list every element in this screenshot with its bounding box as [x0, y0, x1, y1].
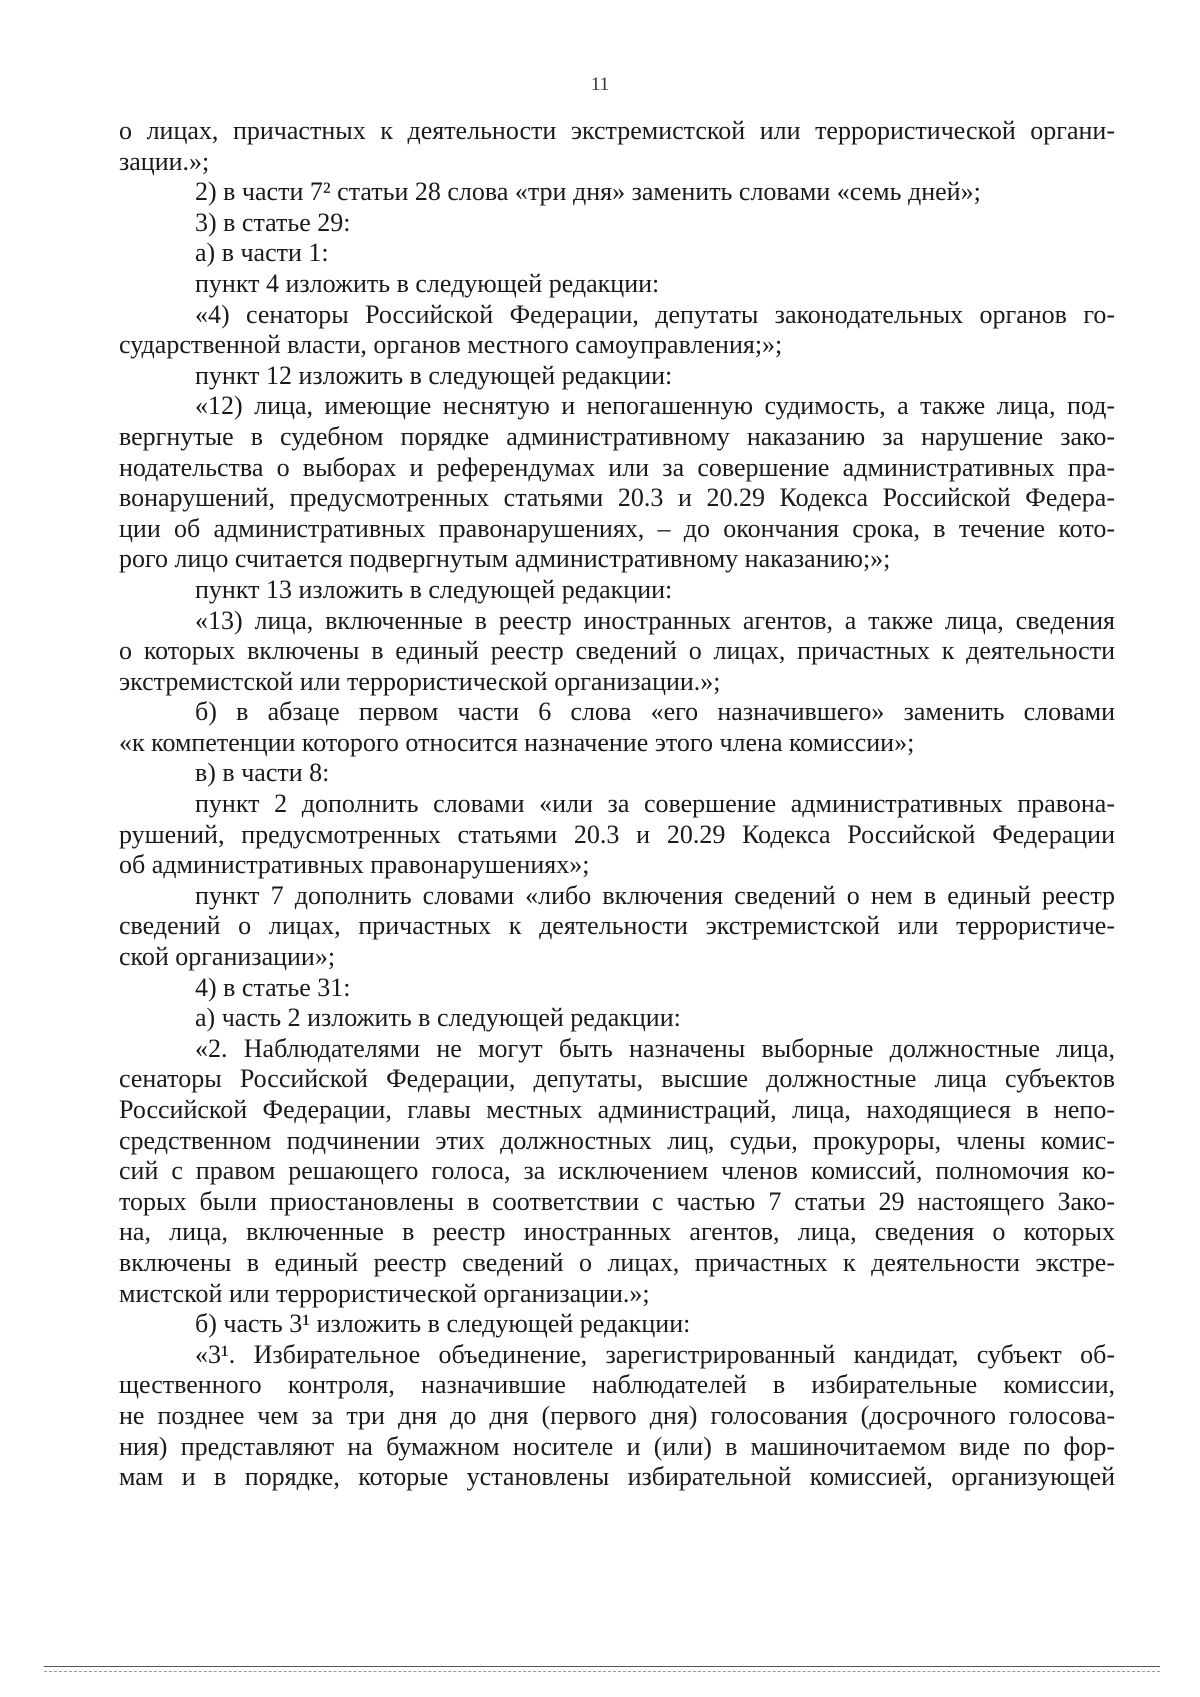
text-line: сударственной власти, органов местного самоуправления;»; [119, 330, 783, 360]
text-line: пункт 12 изложить в следующей редакции: [195, 360, 673, 390]
text-line: не позднее чем за три дня до дня (первого дня) голосования (досрочного голосова- [119, 1400, 1115, 1430]
text-line: мистской или террористической организации.»; [119, 1278, 650, 1308]
text-line: мам и в порядке, которые установлены избирательной комиссией, организующей [119, 1462, 1115, 1492]
paragraph [119, 789, 1115, 881]
text-line: «4) сенаторы Российской Федерации, депутаты законодательных органов го- [195, 299, 1115, 329]
text-line: 4) в статье 31: [195, 972, 351, 1002]
text-line: зации.»; [119, 146, 210, 176]
text-line: о которых включены в единый реестр сведений о лицах, причастных к деятельности [119, 636, 1115, 666]
text-line: вонарушений, предусмотренных статьями 20.3 и 20.29 Кодекса Российской Федера- [119, 483, 1115, 513]
paragraph [119, 1003, 1115, 1034]
paragraph [119, 575, 1115, 606]
text-line: «13) лица, включенные в реестр иностранных агентов, а также лица, сведения [195, 605, 1115, 635]
text-line: а) часть 2 изложить в следующей редакции: [195, 1003, 681, 1033]
text-line: «3¹. Избирательное объединение, зарегистрированный кандидат, субъект об- [195, 1339, 1115, 1369]
paragraph [119, 973, 1115, 1004]
text-line: вергнутые в судебном порядке административному наказанию за нарушение зако- [119, 421, 1115, 451]
text-line: пункт 2 дополнить словами «или за совершение административных правона- [195, 789, 1115, 819]
text-line: «12) лица, имеющие неснятую и непогашенную судимость, а также лица, под- [195, 391, 1115, 421]
scan-edge-line [44, 1666, 1160, 1667]
paragraph [119, 697, 1115, 758]
text-line: 2) в части 7² статьи 28 слова «три дня» заменить словами «семь дней»; [195, 177, 981, 207]
text-line: пункт 7 дополнить словами «либо включения сведений о нем в единый реестр [195, 880, 1115, 910]
text-line: сведений о лицах, причастных к деятельности экстремистской или террористиче- [119, 911, 1115, 941]
paragraph [119, 208, 1115, 239]
text-line: щественного контроля, назначившие наблюдателей в избирательные комиссии, [119, 1370, 1115, 1400]
text-line: сенаторы Российской Федерации, депутаты, высшие должностные лица субъектов [119, 1064, 1115, 1094]
text-line: торых были приостановлены в соответствии с частью 7 статьи 29 настоящего Зако- [119, 1186, 1115, 1216]
text-line: в) в части 8: [195, 758, 330, 788]
text-line: б) часть 3¹ изложить в следующей редакции: [195, 1309, 691, 1339]
text-line: средственном подчинении этих должностных лиц, судьи, прокуроры, члены комис- [119, 1125, 1115, 1155]
text-line: включены в единый реестр сведений о лицах, причастных к деятельности экстре- [119, 1247, 1115, 1277]
text-line: ской организации»; [119, 942, 336, 972]
text-line: ции об административных правонарушениях, – до окончания срока, в течение кото- [119, 513, 1115, 543]
paragraph [119, 391, 1115, 575]
paragraph [119, 238, 1115, 269]
paragraph [119, 116, 1115, 177]
text-line: «2. Наблюдателями не могут быть назначены выборные должностные лица, [195, 1033, 1115, 1063]
text-line: пункт 4 изложить в следующей редакции: [195, 268, 660, 298]
paragraph [119, 361, 1115, 392]
paragraph [119, 1309, 1115, 1340]
paragraph [119, 1034, 1115, 1309]
text-line: рого лицо считается подвергнутым административному наказанию;»; [119, 544, 891, 574]
paragraph [119, 758, 1115, 789]
page-number: 11 [590, 74, 610, 95]
paragraph [119, 177, 1115, 208]
paragraph [119, 300, 1115, 361]
text-line: об административных правонарушениях»; [119, 850, 590, 880]
text-line: нодательства о выборах и референдумах или за совершение административных пра- [119, 452, 1115, 482]
paragraph [119, 1340, 1115, 1493]
paragraph [119, 881, 1115, 973]
paragraph [119, 606, 1115, 698]
scan-edge-line-dashed [44, 1671, 1160, 1672]
text-line: ния) представляют на бумажном носителе и (или) в машиночитаемом виде по фор- [119, 1431, 1115, 1461]
text-line: рушений, предусмотренных статьями 20.3 и 20.29 Кодекса Российской Федерации [119, 819, 1115, 849]
text-line: а) в части 1: [195, 238, 329, 268]
document-body [119, 116, 1115, 1493]
paragraph [119, 269, 1115, 300]
text-line: 3) в статье 29: [195, 207, 351, 237]
text-line: на, лица, включенные в реестр иностранных агентов, лица, сведения о которых [119, 1217, 1115, 1247]
text-line: сий с правом решающего голоса, за исключением членов комиссий, полномочия ко- [119, 1156, 1115, 1186]
text-line: пункт 13 изложить в следующей редакции: [195, 574, 673, 604]
text-line: б) в абзаце первом части 6 слова «его назначившего» заменить словами [195, 697, 1115, 727]
text-line: Российской Федерации, главы местных администраций, лица, находящиеся в непо- [119, 1095, 1115, 1124]
text-line: о лицах, причастных к деятельности экстремистской или террористической органи- [119, 116, 1115, 145]
text-line: экстремистской или террористической организации.»; [119, 666, 721, 696]
text-line: «к компетенции которого относится назначение этого члена комиссии»; [119, 727, 915, 757]
